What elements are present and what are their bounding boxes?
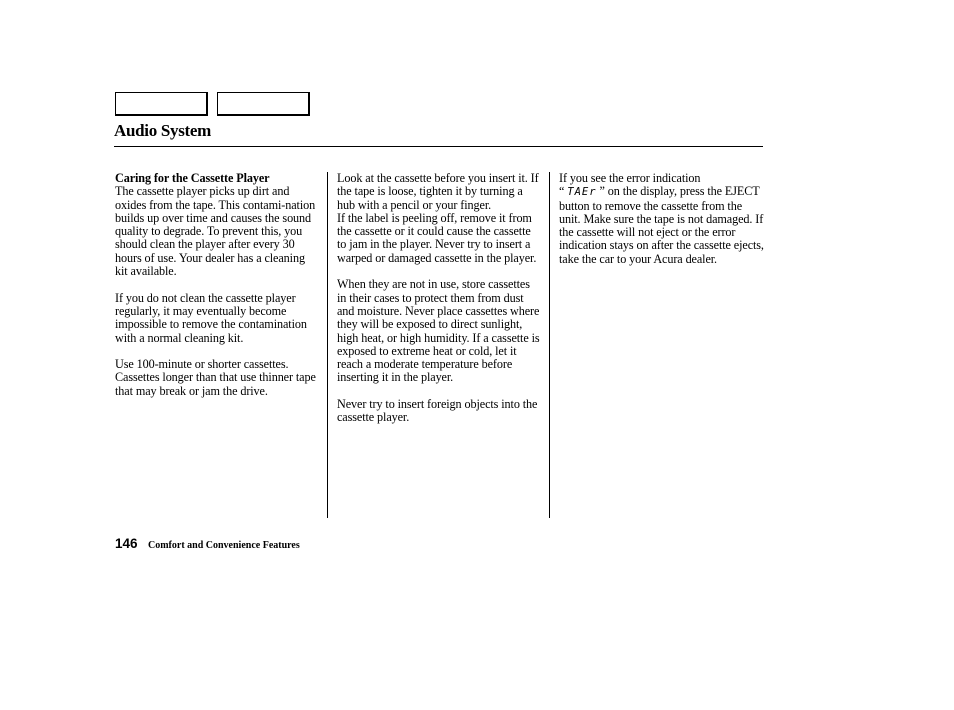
column-1-paragraph-3: Use 100-minute or shorter cassettes. Cassettes longer than that use thinner tape that may break or jam the drive. xyxy=(115,357,316,398)
column-1-paragraph-2: If you do not clean the cassette player regularly, it may eventually become impossible to remove the contamination with a normal cleaning kit. xyxy=(115,290,307,345)
column-2-paragraph-3: When they are not in use, store cassettes in their cases to protect them from dust and moisture. Never place cassettes where they will be exposed to direct sunlight, high heat, or high humidity. If a cassette is exposed to extreme heat or cold, let it reach a moderate temperature before inserting it in the player. xyxy=(337,277,540,385)
column-3-paragraph-1 xyxy=(559,172,764,266)
error-intro-text: If you see the error indication xyxy=(559,171,701,185)
header-tab-right xyxy=(217,92,310,116)
header-tab-left xyxy=(115,92,208,116)
column-3 xyxy=(559,172,764,279)
page-number: 146 xyxy=(115,536,138,551)
chapter-title: Comfort and Convenience Features xyxy=(148,540,300,551)
column-divider-1 xyxy=(327,172,328,518)
subsection-heading: Caring for the Cassette Player xyxy=(115,171,270,185)
error-rest-text: on the display, press the EJECT button to remove the cassette from the unit. Make sure the tape is not damaged. If the cassette will not eject or the error indication stays on after the cassette ejects, take the car to your Acura dealer. xyxy=(559,184,764,266)
error-code-display: TAEr xyxy=(567,186,597,199)
column-2-paragraph-1: Look at the cassette before you insert it. If the tape is loose, tighten it by turning a hub with a pencil or your finger. xyxy=(337,171,539,212)
column-2-paragraph-2: If the label is peeling off, remove it from the cassette or it could cause the cassette to jam in the player. Never try to insert a warped or damaged cassette in the player. xyxy=(337,210,537,265)
column-1 xyxy=(115,172,320,411)
column-2 xyxy=(337,172,542,438)
column-2-paragraph-4: Never try to insert foreign objects into the cassette player. xyxy=(337,397,538,425)
title-rule xyxy=(114,146,763,147)
close-quote: ” xyxy=(599,184,605,199)
section-title: Audio System xyxy=(114,121,211,140)
column-1-paragraph-1 xyxy=(115,172,320,278)
column-divider-2 xyxy=(549,172,550,518)
open-quote: “ xyxy=(559,184,565,199)
paragraph-text: The cassette player picks up dirt and oxides from the tape. This contami-nation builds up over time and causes the sound quality to degrade. To prevent this, you should clean the player after every 30 hours of use. Your dealer has a cleaning kit available. xyxy=(115,184,316,279)
